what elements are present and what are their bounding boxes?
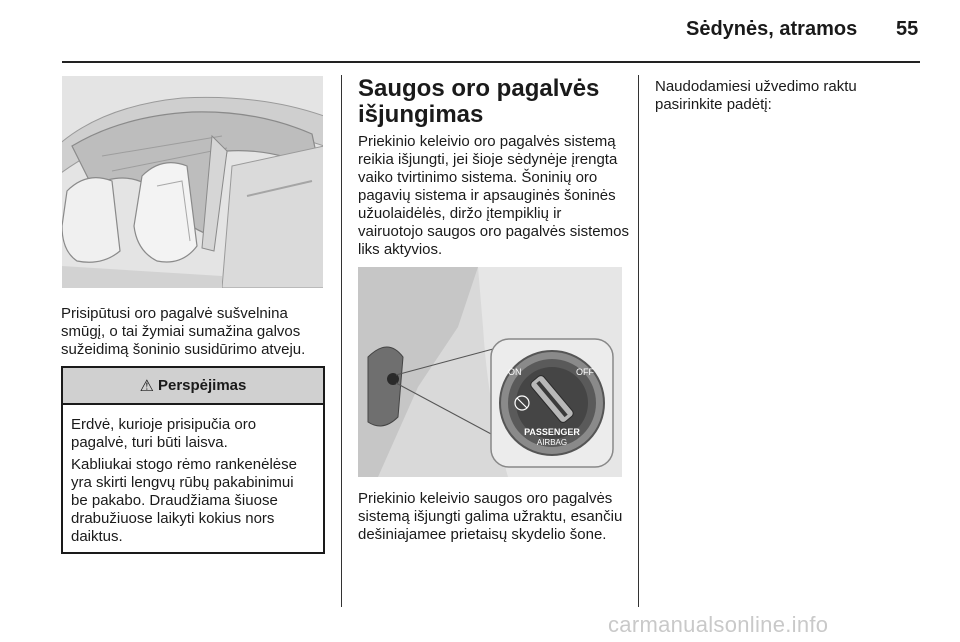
switch-airbag-label: AIRBAG: [536, 438, 568, 447]
warning-box: [61, 366, 325, 554]
switch-on-label: ON: [508, 367, 522, 377]
section-heading: Saugos oro pagalvės išjungimas: [358, 75, 600, 128]
page-header-title: Sėdynės, atramos: [686, 18, 858, 40]
curtain-airbag-illustration: [62, 76, 323, 288]
column-divider-1: [341, 75, 342, 607]
warning-header: [63, 368, 323, 405]
airbag-switch-illustration: [358, 267, 622, 477]
header-rule: [62, 61, 920, 63]
warning-body: [63, 405, 323, 546]
warning-triangle-icon: ⚠: [139, 377, 154, 395]
column-divider-2: [638, 75, 639, 607]
section-intro: Priekinio keleivio oro pagalvės sistemą reikia išjungti, jei šioje sėdynėje įrengta vaiko tvirtinimo sistema. Šoninių oro pagavių sistema ir apsauginės šoninės užuolaidėlės, diržo įtempiklių ir vairuotojo saugos oro pagalvės sistemos liks aktyvios.: [358, 133, 629, 258]
watermark: carmanualsonline.info: [608, 612, 829, 637]
switch-caption: Priekinio keleivio saugos oro pagalvės sistemą išjungti galima užraktu, esančiu dešiniajamee prietaisų skydelio šone.: [358, 490, 623, 543]
warning-paragraph: Erdvė, kurioje prisipučia oro pagalvė, turi būti laisva.: [71, 416, 257, 451]
curtain-airbag-caption: Prisipūtusi oro pagalvė sušvelnina smūgį, o tai žymiai sumažina galvos sužeidimą šoninio susidūrimo atveju.: [61, 305, 306, 358]
switch-off-label: OFF: [576, 367, 594, 377]
warning-title: Perspėjimas: [157, 377, 247, 394]
page-number: 55: [896, 18, 919, 40]
warning-paragraph: Kabliukai stogo rėmo rankenėlėse yra skirti lengvų rūbų pakabinimui be pakabo. Draudžiama šiuose drabužiuose laikyti kokius nors daiktus.: [71, 456, 297, 545]
right-column-text: Naudodamiesi užvedimo raktu pasirinkite padėtį:: [655, 78, 857, 113]
switch-passenger-label: PASSENGER: [524, 427, 580, 437]
